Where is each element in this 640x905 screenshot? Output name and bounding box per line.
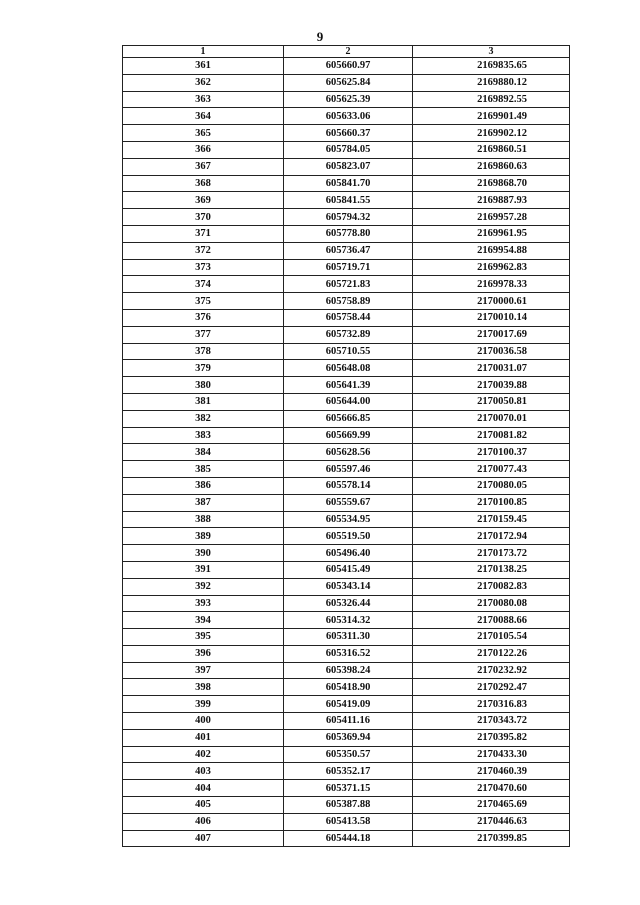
table-row bbox=[123, 746, 570, 763]
point-number-cell: 384 bbox=[123, 444, 284, 461]
point-number-cell: 368 bbox=[123, 175, 284, 192]
y-coordinate-cell: 2170465.69 bbox=[413, 797, 570, 814]
table-row bbox=[123, 645, 570, 662]
table-row bbox=[123, 662, 570, 679]
table-row bbox=[123, 612, 570, 629]
y-coordinate-cell: 2169962.83 bbox=[413, 259, 570, 276]
y-coordinate-cell: 2169902.12 bbox=[413, 125, 570, 142]
table-row bbox=[123, 629, 570, 646]
y-coordinate-cell: 2170077.43 bbox=[413, 461, 570, 478]
y-coordinate-cell: 2169835.65 bbox=[413, 58, 570, 75]
y-coordinate-cell: 2169957.28 bbox=[413, 209, 570, 226]
x-coordinate-cell: 605343.14 bbox=[284, 578, 413, 595]
table-row bbox=[123, 511, 570, 528]
point-number-cell: 372 bbox=[123, 242, 284, 259]
x-coordinate-cell: 605534.95 bbox=[284, 511, 413, 528]
point-number-cell: 403 bbox=[123, 763, 284, 780]
x-coordinate-cell: 605316.52 bbox=[284, 645, 413, 662]
point-number-cell: 380 bbox=[123, 377, 284, 394]
y-coordinate-cell: 2170343.72 bbox=[413, 713, 570, 730]
x-coordinate-cell: 605719.71 bbox=[284, 259, 413, 276]
x-coordinate-cell: 605413.58 bbox=[284, 813, 413, 830]
y-coordinate-cell: 2170050.81 bbox=[413, 393, 570, 410]
x-coordinate-cell: 605794.32 bbox=[284, 209, 413, 226]
y-coordinate-cell: 2170081.82 bbox=[413, 427, 570, 444]
y-coordinate-cell: 2170399.85 bbox=[413, 830, 570, 847]
y-coordinate-cell: 2169880.12 bbox=[413, 74, 570, 91]
y-coordinate-cell: 2170232.92 bbox=[413, 662, 570, 679]
point-number-cell: 400 bbox=[123, 713, 284, 730]
point-number-cell: 367 bbox=[123, 158, 284, 175]
point-number-cell: 397 bbox=[123, 662, 284, 679]
table-row bbox=[123, 595, 570, 612]
x-coordinate-cell: 605496.40 bbox=[284, 545, 413, 562]
x-coordinate-cell: 605597.46 bbox=[284, 461, 413, 478]
point-number-cell: 392 bbox=[123, 578, 284, 595]
x-coordinate-cell: 605710.55 bbox=[284, 343, 413, 360]
x-coordinate-cell: 605669.99 bbox=[284, 427, 413, 444]
point-number-cell: 361 bbox=[123, 58, 284, 75]
y-coordinate-cell: 2169887.93 bbox=[413, 192, 570, 209]
point-number-cell: 369 bbox=[123, 192, 284, 209]
point-number-cell: 407 bbox=[123, 830, 284, 847]
table-row bbox=[123, 58, 570, 75]
point-number-cell: 395 bbox=[123, 629, 284, 646]
point-number-cell: 405 bbox=[123, 797, 284, 814]
point-number-cell: 402 bbox=[123, 746, 284, 763]
point-number-cell: 381 bbox=[123, 393, 284, 410]
point-number-cell: 406 bbox=[123, 813, 284, 830]
point-number-cell: 375 bbox=[123, 293, 284, 310]
point-number-cell: 386 bbox=[123, 477, 284, 494]
table-row bbox=[123, 141, 570, 158]
x-coordinate-cell: 605419.09 bbox=[284, 696, 413, 713]
x-coordinate-cell: 605398.24 bbox=[284, 662, 413, 679]
point-number-cell: 374 bbox=[123, 276, 284, 293]
x-coordinate-cell: 605736.47 bbox=[284, 242, 413, 259]
y-coordinate-cell: 2170470.60 bbox=[413, 780, 570, 797]
y-coordinate-cell: 2170100.37 bbox=[413, 444, 570, 461]
table-row bbox=[123, 209, 570, 226]
y-coordinate-cell: 2170138.25 bbox=[413, 561, 570, 578]
y-coordinate-cell: 2170105.54 bbox=[413, 629, 570, 646]
point-number-cell: 363 bbox=[123, 91, 284, 108]
y-coordinate-cell: 2170039.88 bbox=[413, 377, 570, 394]
x-coordinate-cell: 605758.89 bbox=[284, 293, 413, 310]
x-coordinate-cell: 605778.80 bbox=[284, 225, 413, 242]
x-coordinate-cell: 605666.85 bbox=[284, 410, 413, 427]
point-number-cell: 387 bbox=[123, 494, 284, 511]
y-coordinate-cell: 2170070.01 bbox=[413, 410, 570, 427]
table-row bbox=[123, 797, 570, 814]
table-row bbox=[123, 125, 570, 142]
table-row bbox=[123, 561, 570, 578]
x-coordinate-cell: 605350.57 bbox=[284, 746, 413, 763]
point-number-cell: 390 bbox=[123, 545, 284, 562]
table-row bbox=[123, 158, 570, 175]
x-coordinate-cell: 605628.56 bbox=[284, 444, 413, 461]
y-coordinate-cell: 2170433.30 bbox=[413, 746, 570, 763]
table-row bbox=[123, 393, 570, 410]
table-row bbox=[123, 192, 570, 209]
x-coordinate-cell: 605578.14 bbox=[284, 477, 413, 494]
point-number-cell: 377 bbox=[123, 326, 284, 343]
x-coordinate-cell: 605326.44 bbox=[284, 595, 413, 612]
column-header-2: 2 bbox=[284, 46, 413, 58]
x-coordinate-cell: 605641.39 bbox=[284, 377, 413, 394]
x-coordinate-cell: 605625.84 bbox=[284, 74, 413, 91]
x-coordinate-cell: 605311.30 bbox=[284, 629, 413, 646]
table-row bbox=[123, 293, 570, 310]
table-row bbox=[123, 225, 570, 242]
y-coordinate-cell: 2170172.94 bbox=[413, 528, 570, 545]
point-number-cell: 379 bbox=[123, 360, 284, 377]
point-number-cell: 404 bbox=[123, 780, 284, 797]
table-row bbox=[123, 477, 570, 494]
table-row bbox=[123, 309, 570, 326]
point-number-cell: 364 bbox=[123, 108, 284, 125]
point-number-cell: 382 bbox=[123, 410, 284, 427]
table-row bbox=[123, 763, 570, 780]
table-row bbox=[123, 91, 570, 108]
table-row bbox=[123, 326, 570, 343]
y-coordinate-cell: 2170036.58 bbox=[413, 343, 570, 360]
x-coordinate-cell: 605371.15 bbox=[284, 780, 413, 797]
y-coordinate-cell: 2170173.72 bbox=[413, 545, 570, 562]
y-coordinate-cell: 2169868.70 bbox=[413, 175, 570, 192]
x-coordinate-cell: 605784.05 bbox=[284, 141, 413, 158]
table-row bbox=[123, 444, 570, 461]
y-coordinate-cell: 2169961.95 bbox=[413, 225, 570, 242]
point-number-cell: 378 bbox=[123, 343, 284, 360]
table-row bbox=[123, 461, 570, 478]
x-coordinate-cell: 605352.17 bbox=[284, 763, 413, 780]
table-row bbox=[123, 259, 570, 276]
y-coordinate-cell: 2170100.85 bbox=[413, 494, 570, 511]
point-number-cell: 371 bbox=[123, 225, 284, 242]
x-coordinate-cell: 605559.67 bbox=[284, 494, 413, 511]
y-coordinate-cell: 2170088.66 bbox=[413, 612, 570, 629]
point-number-cell: 376 bbox=[123, 309, 284, 326]
point-number-cell: 394 bbox=[123, 612, 284, 629]
point-number-cell: 389 bbox=[123, 528, 284, 545]
point-number-cell: 362 bbox=[123, 74, 284, 91]
table-row bbox=[123, 713, 570, 730]
y-coordinate-cell: 2170080.05 bbox=[413, 477, 570, 494]
y-coordinate-cell: 2169860.63 bbox=[413, 158, 570, 175]
table-row bbox=[123, 108, 570, 125]
y-coordinate-cell: 2170031.07 bbox=[413, 360, 570, 377]
y-coordinate-cell: 2170017.69 bbox=[413, 326, 570, 343]
table-row bbox=[123, 175, 570, 192]
table-body bbox=[123, 58, 570, 847]
x-coordinate-cell: 605648.08 bbox=[284, 360, 413, 377]
y-coordinate-cell: 2169954.88 bbox=[413, 242, 570, 259]
point-number-cell: 385 bbox=[123, 461, 284, 478]
table-row bbox=[123, 74, 570, 91]
point-number-cell: 399 bbox=[123, 696, 284, 713]
y-coordinate-cell: 2170395.82 bbox=[413, 729, 570, 746]
y-coordinate-cell: 2170446.63 bbox=[413, 813, 570, 830]
table-row bbox=[123, 410, 570, 427]
x-coordinate-cell: 605660.97 bbox=[284, 58, 413, 75]
x-coordinate-cell: 605314.32 bbox=[284, 612, 413, 629]
x-coordinate-cell: 605660.37 bbox=[284, 125, 413, 142]
y-coordinate-cell: 2169978.33 bbox=[413, 276, 570, 293]
table-row bbox=[123, 679, 570, 696]
point-number-cell: 396 bbox=[123, 645, 284, 662]
table-row bbox=[123, 696, 570, 713]
y-coordinate-cell: 2170080.08 bbox=[413, 595, 570, 612]
table-row bbox=[123, 343, 570, 360]
point-number-cell: 393 bbox=[123, 595, 284, 612]
y-coordinate-cell: 2170159.45 bbox=[413, 511, 570, 528]
x-coordinate-cell: 605823.07 bbox=[284, 158, 413, 175]
y-coordinate-cell: 2170000.61 bbox=[413, 293, 570, 310]
x-coordinate-cell: 605415.49 bbox=[284, 561, 413, 578]
table-row bbox=[123, 813, 570, 830]
table-row bbox=[123, 494, 570, 511]
table-row bbox=[123, 427, 570, 444]
y-coordinate-cell: 2169892.55 bbox=[413, 91, 570, 108]
column-header-3: 3 bbox=[413, 46, 570, 58]
y-coordinate-cell: 2170316.83 bbox=[413, 696, 570, 713]
x-coordinate-cell: 605444.18 bbox=[284, 830, 413, 847]
y-coordinate-cell: 2170460.39 bbox=[413, 763, 570, 780]
point-number-cell: 388 bbox=[123, 511, 284, 528]
x-coordinate-cell: 605841.70 bbox=[284, 175, 413, 192]
point-number-cell: 383 bbox=[123, 427, 284, 444]
point-number-cell: 401 bbox=[123, 729, 284, 746]
x-coordinate-cell: 605732.89 bbox=[284, 326, 413, 343]
point-number-cell: 370 bbox=[123, 209, 284, 226]
point-number-cell: 373 bbox=[123, 259, 284, 276]
x-coordinate-cell: 605369.94 bbox=[284, 729, 413, 746]
x-coordinate-cell: 605721.83 bbox=[284, 276, 413, 293]
table-row bbox=[123, 578, 570, 595]
table-row bbox=[123, 830, 570, 847]
x-coordinate-cell: 605644.00 bbox=[284, 393, 413, 410]
point-number-cell: 366 bbox=[123, 141, 284, 158]
page-number: 9 bbox=[316, 29, 324, 44]
x-coordinate-cell: 605411.16 bbox=[284, 713, 413, 730]
x-coordinate-cell: 605387.88 bbox=[284, 797, 413, 814]
y-coordinate-cell: 2170010.14 bbox=[413, 309, 570, 326]
table-row bbox=[123, 360, 570, 377]
point-number-cell: 398 bbox=[123, 679, 284, 696]
table-row bbox=[123, 528, 570, 545]
column-header-1: 1 bbox=[123, 46, 284, 58]
table-row bbox=[123, 242, 570, 259]
coordinates-table bbox=[122, 45, 570, 847]
y-coordinate-cell: 2169901.49 bbox=[413, 108, 570, 125]
table-row bbox=[123, 545, 570, 562]
x-coordinate-cell: 605758.44 bbox=[284, 309, 413, 326]
y-coordinate-cell: 2169860.51 bbox=[413, 141, 570, 158]
x-coordinate-cell: 605841.55 bbox=[284, 192, 413, 209]
y-coordinate-cell: 2170122.26 bbox=[413, 645, 570, 662]
x-coordinate-cell: 605519.50 bbox=[284, 528, 413, 545]
table-row bbox=[123, 377, 570, 394]
x-coordinate-cell: 605633.06 bbox=[284, 108, 413, 125]
y-coordinate-cell: 2170292.47 bbox=[413, 679, 570, 696]
table-row bbox=[123, 276, 570, 293]
table-row bbox=[123, 729, 570, 746]
point-number-cell: 391 bbox=[123, 561, 284, 578]
x-coordinate-cell: 605625.39 bbox=[284, 91, 413, 108]
point-number-cell: 365 bbox=[123, 125, 284, 142]
table-header-row bbox=[123, 46, 570, 58]
x-coordinate-cell: 605418.90 bbox=[284, 679, 413, 696]
y-coordinate-cell: 2170082.83 bbox=[413, 578, 570, 595]
table-row bbox=[123, 780, 570, 797]
